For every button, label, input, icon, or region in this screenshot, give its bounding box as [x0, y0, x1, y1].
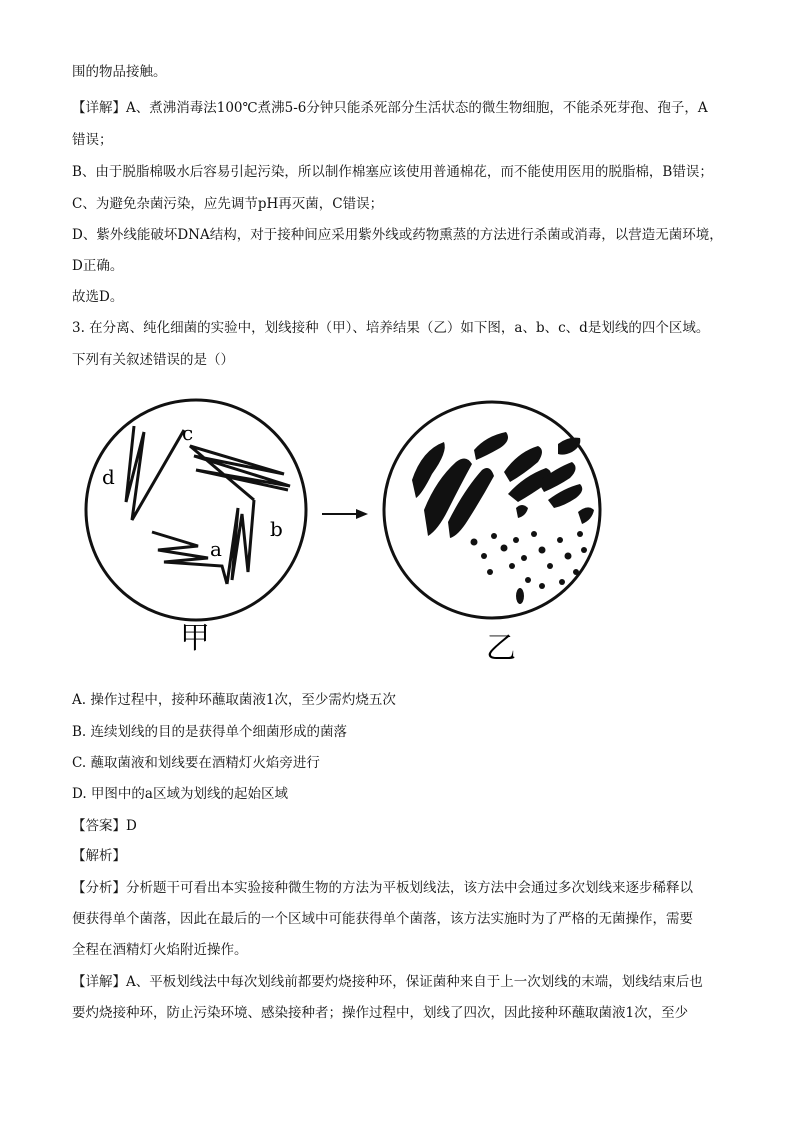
paragraph: D正确。 — [72, 258, 124, 274]
analysis-line: 便获得单个菌落，因此在最后的一个区域中可能获得单个菌落，该方法实施时为了严格的无菌操作，需要 — [72, 911, 693, 927]
zone-label-a: a — [210, 537, 222, 561]
analysis-line: 要灼烧接种环，防止污染环境、感染接种者；操作过程中，划线了四次，因此接种环蘸取菌液1次，至少 — [72, 1005, 689, 1021]
colonies-single — [471, 531, 588, 604]
paragraph: D、紫外线能破坏DNA结构，对于接种间应采用紫外线或药物熏蒸的方法进行杀菌或消毒，以营造无菌环境， — [72, 227, 723, 243]
arrow-head — [356, 509, 368, 519]
option-a: A. 操作过程中，接种环蘸取菌液1次，至少需灼烧五次 — [72, 692, 396, 708]
zone-label-d: d — [102, 465, 115, 489]
streak-zone-c — [190, 446, 290, 500]
option-d: D. 甲图中的a区域为划线的起始区域 — [72, 786, 288, 802]
streak-plate-figure — [72, 390, 722, 670]
zone-label-b: b — [270, 517, 283, 541]
paragraph: 围的物品接触。 — [72, 64, 167, 80]
streak-zone-b — [227, 500, 254, 584]
paragraph: 【详解】A、煮沸消毒法100℃煮沸5-6分钟只能杀死部分生活状态的微生物细胞，不能杀死芽孢、孢子，A — [72, 100, 708, 116]
paragraph: C、为避免杂菌污染，应先调节pH再灭菌，C错误； — [72, 196, 384, 212]
option-b: B. 连续划线的目的是获得单个细菌形成的菌落 — [72, 724, 348, 740]
plate-yi — [384, 402, 600, 618]
caption-jia: 甲 — [180, 621, 210, 656]
streak-zone-d — [126, 426, 184, 520]
caption-yi: 乙 — [486, 631, 516, 666]
answer: 【答案】D — [72, 818, 137, 834]
plate-jia — [86, 400, 306, 620]
analysis-line: 全程在酒精灯火焰附近操作。 — [72, 942, 248, 958]
analysis-title: 【解析】 — [72, 848, 126, 864]
analysis-line: 【详解】A、平板划线法中每次划线前都要灼烧接种环，保证菌种来自于上一次划线的末端，划线结束后也 — [72, 974, 703, 990]
paragraph: B、由于脱脂棉吸水后容易引起污染，所以制作棉塞应该使用普通棉花，而不能使用医用的脱脂棉，B错误； — [72, 164, 713, 180]
figure-svg — [72, 390, 722, 670]
paragraph: 故选D。 — [72, 289, 124, 305]
zone-label-c: c — [182, 421, 194, 445]
analysis-line: 【分析】分析题干可看出本实验接种微生物的方法为平板划线法，该方法中会通过多次划线来逐步稀释以 — [72, 880, 693, 896]
colonies-dense — [412, 432, 594, 538]
option-c: C. 蘸取菌液和划线要在酒精灯火焰旁进行 — [72, 755, 320, 771]
question-stem: 3. 在分离、纯化细菌的实验中，划线接种（甲）、培养结果（乙）如下图，a、b、c、d是划线的四个区域。 — [72, 320, 710, 336]
paragraph: 错误； — [72, 132, 113, 148]
question-stem: 下列有关叙述错误的是（） — [72, 352, 234, 368]
